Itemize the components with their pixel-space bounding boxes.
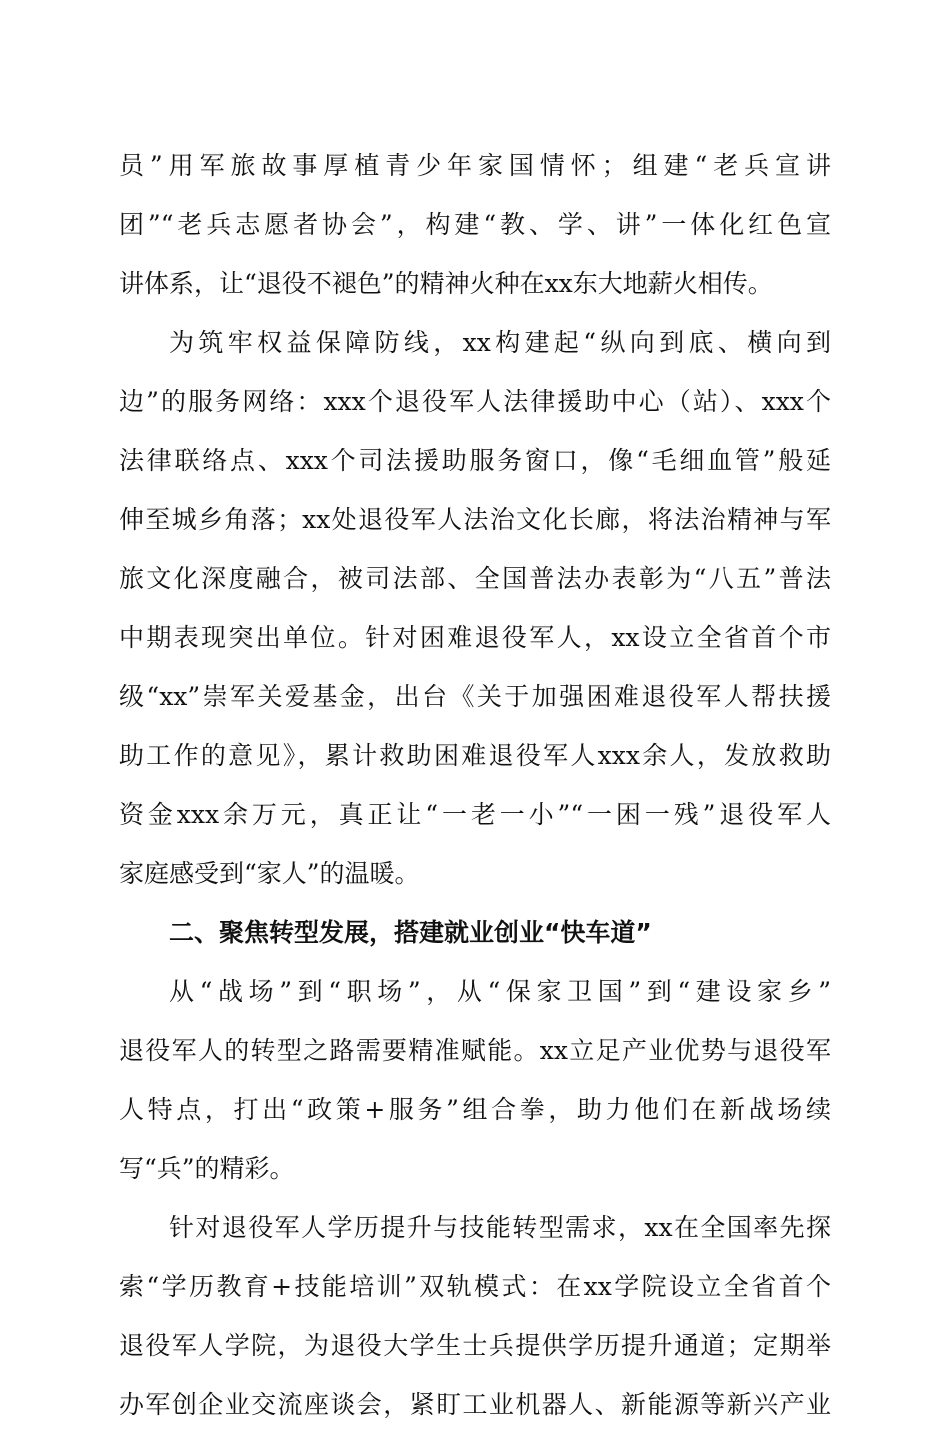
text-line: 针对退役军人学历提升与技能转型需求，xx在全国率先探 (169, 1213, 831, 1242)
section-heading: 二、聚焦转型发展，搭建就业创业“快车道” (169, 918, 652, 947)
text-line: 讲体系，让“退役不褪色”的精神火种在xx东大地薪火相传。 (119, 269, 773, 298)
text-line: 边”的服务网络：xxx个退役军人法律援助中心（站）、xxx个 (119, 387, 831, 416)
text-line: 资金xxx余万元，真正让“一老一小”“一困一残”退役军人 (119, 800, 831, 829)
text-line: 员”用军旅故事厚植青少年家国情怀；组建“老兵宣讲 (119, 151, 831, 180)
text-line: 从“战场”到“职场”，从“保家卫国”到“建设家乡” (169, 977, 831, 1006)
document-body (119, 136, 831, 1434)
text-line: 家庭感受到“家人”的温暖。 (119, 859, 420, 888)
text-line: 索“学历教育+技能培训”双轨模式：在xx学院设立全省首个 (119, 1272, 831, 1301)
text-line: 助工作的意见》，累计救助困难退役军人xxx余人，发放救助 (119, 741, 831, 770)
text-line: 为筑牢权益保障防线，xx构建起“纵向到底、横向到 (169, 328, 831, 357)
text-line: 伸至城乡角落；xx处退役军人法治文化长廊，将法治精神与军 (119, 505, 831, 534)
text-line: 团”“老兵志愿者协会”，构建“教、学、讲”一体化红色宣 (119, 210, 831, 239)
text-line: 退役军人的转型之路需要精准赋能。xx立足产业优势与退役军 (119, 1036, 831, 1065)
text-line: 办军创企业交流座谈会，紧盯工业机器人、新能源等新兴产业 (119, 1390, 831, 1419)
text-line: 法律联络点、xxx个司法援助服务窗口，像“毛细血管”般延 (119, 446, 831, 475)
paragraph-2 (119, 313, 831, 903)
paragraph-3 (119, 962, 831, 1198)
text-line: 写“兵”的精彩。 (119, 1154, 295, 1183)
text-line: 人特点，打出“政策+服务”组合拳，助力他们在新战场续 (119, 1095, 831, 1124)
text-line: 级“xx”崇军关爱基金，出台《关于加强困难退役军人帮扶援 (119, 682, 831, 711)
paragraph-4 (119, 1198, 831, 1434)
text-line: 退役军人学院，为退役大学生士兵提供学历提升通道；定期举 (119, 1331, 831, 1360)
text-line: 中期表现突出单位。针对困难退役军人，xx设立全省首个市 (119, 623, 831, 652)
text-line: 旅文化深度融合，被司法部、全国普法办表彰为“八五”普法 (119, 564, 831, 593)
paragraph-1 (119, 136, 831, 313)
